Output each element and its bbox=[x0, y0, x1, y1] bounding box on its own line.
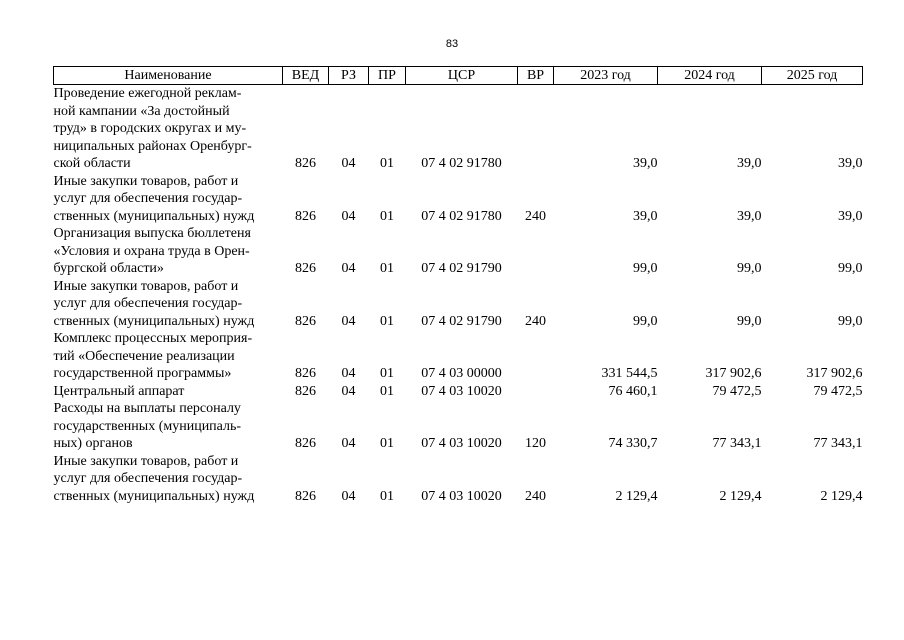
header-row bbox=[54, 67, 863, 85]
cell-ved: 826 bbox=[295, 383, 316, 399]
name-line: Центральный аппарат bbox=[53, 383, 185, 399]
cell-2023: 99,0 bbox=[633, 261, 658, 276]
name-line: «Условия и охрана труда в Орен- bbox=[53, 243, 250, 259]
page-number: 83 bbox=[445, 38, 459, 50]
name-line: ной кампании «За достойный bbox=[53, 103, 230, 119]
cell-name bbox=[54, 85, 283, 173]
cell-name bbox=[54, 330, 283, 383]
cell-csr: 07 4 02 91790 bbox=[421, 313, 502, 329]
cell-pr: 01 bbox=[380, 488, 394, 504]
table-row bbox=[54, 383, 863, 401]
table-row bbox=[54, 330, 863, 383]
cell-pr: 01 bbox=[380, 156, 394, 171]
cell-csr: 07 4 02 91780 bbox=[421, 156, 502, 171]
cell-2025: 2 129,4 bbox=[820, 488, 863, 504]
name-line: Проведение ежегодной реклам- bbox=[53, 86, 242, 101]
cell-pr: 01 bbox=[380, 436, 394, 451]
cell-2025: 39,0 bbox=[838, 156, 863, 171]
cell-2023: 39,0 bbox=[633, 156, 658, 171]
table-row bbox=[54, 173, 863, 226]
cell-pr: 01 bbox=[380, 208, 394, 224]
cell-csr: 07 4 03 10020 bbox=[421, 488, 502, 504]
budget-table bbox=[53, 66, 863, 505]
cell-vr bbox=[518, 383, 554, 401]
column-header-2023: 2023 год bbox=[554, 67, 658, 85]
column-header-rz: РЗ bbox=[329, 67, 369, 85]
cell-2024: 39,0 bbox=[737, 156, 762, 171]
cell-2025: 99,0 bbox=[838, 261, 863, 276]
name-line: тий «Обеспечение реализации bbox=[53, 348, 235, 364]
name-line: бургской области» bbox=[53, 261, 164, 276]
cell-csr: 07 4 03 10020 bbox=[421, 383, 502, 399]
cell-ved: 826 bbox=[295, 366, 316, 381]
name-line: Комплекс процессных мероприя- bbox=[53, 331, 253, 346]
cell-rz: 04 bbox=[341, 436, 356, 451]
cell-2025: 79 472,5 bbox=[813, 383, 863, 399]
cell-2025: 317 902,6 bbox=[806, 366, 863, 381]
cell-2023: 74 330,7 bbox=[608, 436, 658, 451]
cell-rz: 04 bbox=[341, 208, 356, 224]
cell-2025: 39,0 bbox=[838, 208, 863, 224]
cell-name bbox=[54, 225, 283, 278]
column-header-2025: 2025 год bbox=[762, 67, 863, 85]
cell-2024: 317 902,6 bbox=[705, 366, 762, 381]
cell-pr: 01 bbox=[380, 261, 394, 276]
cell-rz: 04 bbox=[341, 261, 356, 276]
cell-2024: 79 472,5 bbox=[712, 383, 762, 399]
name-line: труд» в городских округах и му- bbox=[53, 121, 247, 136]
cell-rz: 04 bbox=[341, 383, 356, 399]
cell-vr: 240 bbox=[525, 313, 546, 329]
name-line: ственных (муниципальных) нужд bbox=[53, 488, 255, 504]
name-line: государственных (муниципаль- bbox=[53, 418, 242, 434]
table-row bbox=[54, 278, 863, 331]
table-row bbox=[54, 225, 863, 278]
column-header-vr: ВР bbox=[518, 67, 554, 85]
cell-2025: 77 343,1 bbox=[813, 436, 863, 451]
cell-2023: 99,0 bbox=[633, 313, 658, 329]
column-header-pr: ПР bbox=[369, 67, 406, 85]
cell-name bbox=[54, 453, 283, 506]
cell-ved: 826 bbox=[295, 261, 316, 276]
cell-name bbox=[54, 383, 283, 401]
cell-2023: 39,0 bbox=[633, 208, 658, 224]
cell-2024: 99,0 bbox=[737, 261, 762, 276]
name-line: ных) органов bbox=[53, 436, 133, 451]
name-line: ственных (муниципальных) нужд bbox=[53, 208, 255, 224]
cell-vr bbox=[518, 85, 554, 173]
name-line: ниципальных районах Оренбург- bbox=[53, 138, 252, 154]
cell-vr bbox=[518, 330, 554, 383]
cell-ved: 826 bbox=[295, 208, 316, 224]
name-line: услуг для обеспечения государ- bbox=[53, 296, 243, 311]
cell-csr: 07 4 02 91780 bbox=[421, 208, 502, 224]
cell-2024: 99,0 bbox=[737, 313, 762, 329]
cell-csr: 07 4 02 91790 bbox=[421, 261, 502, 276]
cell-csr: 07 4 03 00000 bbox=[421, 366, 502, 381]
table-row bbox=[54, 400, 863, 453]
name-line: ственных (муниципальных) нужд bbox=[53, 313, 255, 329]
cell-2024: 39,0 bbox=[737, 208, 762, 224]
cell-ved: 826 bbox=[295, 313, 316, 329]
cell-ved: 826 bbox=[295, 488, 316, 504]
name-line: услуг для обеспечения государ- bbox=[53, 471, 243, 486]
cell-2025: 99,0 bbox=[838, 313, 863, 329]
name-line: Иные закупки товаров, работ и bbox=[53, 173, 239, 189]
cell-rz: 04 bbox=[341, 156, 356, 171]
table-body bbox=[54, 85, 863, 506]
cell-ved: 826 bbox=[295, 436, 316, 451]
cell-name bbox=[54, 400, 283, 453]
name-line: услуг для обеспечения государ- bbox=[53, 191, 243, 206]
cell-rz: 04 bbox=[341, 366, 356, 381]
column-header-2024: 2024 год bbox=[658, 67, 762, 85]
cell-name bbox=[54, 278, 283, 331]
name-line: Расходы на выплаты персоналу bbox=[53, 401, 241, 416]
cell-pr: 01 bbox=[380, 383, 394, 399]
name-line: государственной программы» bbox=[53, 366, 232, 381]
column-header-name: Наименование bbox=[54, 67, 283, 85]
cell-name bbox=[54, 173, 283, 226]
table-row bbox=[54, 453, 863, 506]
cell-2023: 2 129,4 bbox=[615, 488, 658, 504]
name-line: Организация выпуска бюллетеня bbox=[53, 226, 251, 241]
cell-2023: 331 544,5 bbox=[601, 366, 658, 381]
table-row bbox=[54, 85, 863, 173]
cell-vr bbox=[518, 225, 554, 278]
cell-2024: 2 129,4 bbox=[719, 488, 762, 504]
name-line: ской области bbox=[53, 156, 131, 171]
cell-pr: 01 bbox=[380, 313, 394, 329]
cell-vr: 240 bbox=[525, 488, 546, 504]
cell-pr: 01 bbox=[380, 366, 394, 381]
cell-2023: 76 460,1 bbox=[608, 383, 658, 399]
table-header bbox=[54, 67, 863, 85]
cell-rz: 04 bbox=[341, 488, 356, 504]
cell-vr: 120 bbox=[525, 436, 546, 451]
name-line: Иные закупки товаров, работ и bbox=[53, 278, 239, 294]
cell-ved: 826 bbox=[295, 156, 316, 171]
column-header-csr: ЦСР bbox=[406, 67, 518, 85]
name-line: Иные закупки товаров, работ и bbox=[53, 453, 239, 469]
cell-rz: 04 bbox=[341, 313, 356, 329]
cell-vr: 240 bbox=[525, 208, 546, 224]
cell-2024: 77 343,1 bbox=[712, 436, 762, 451]
column-header-ved: ВЕД bbox=[283, 67, 329, 85]
cell-csr: 07 4 03 10020 bbox=[421, 436, 502, 451]
